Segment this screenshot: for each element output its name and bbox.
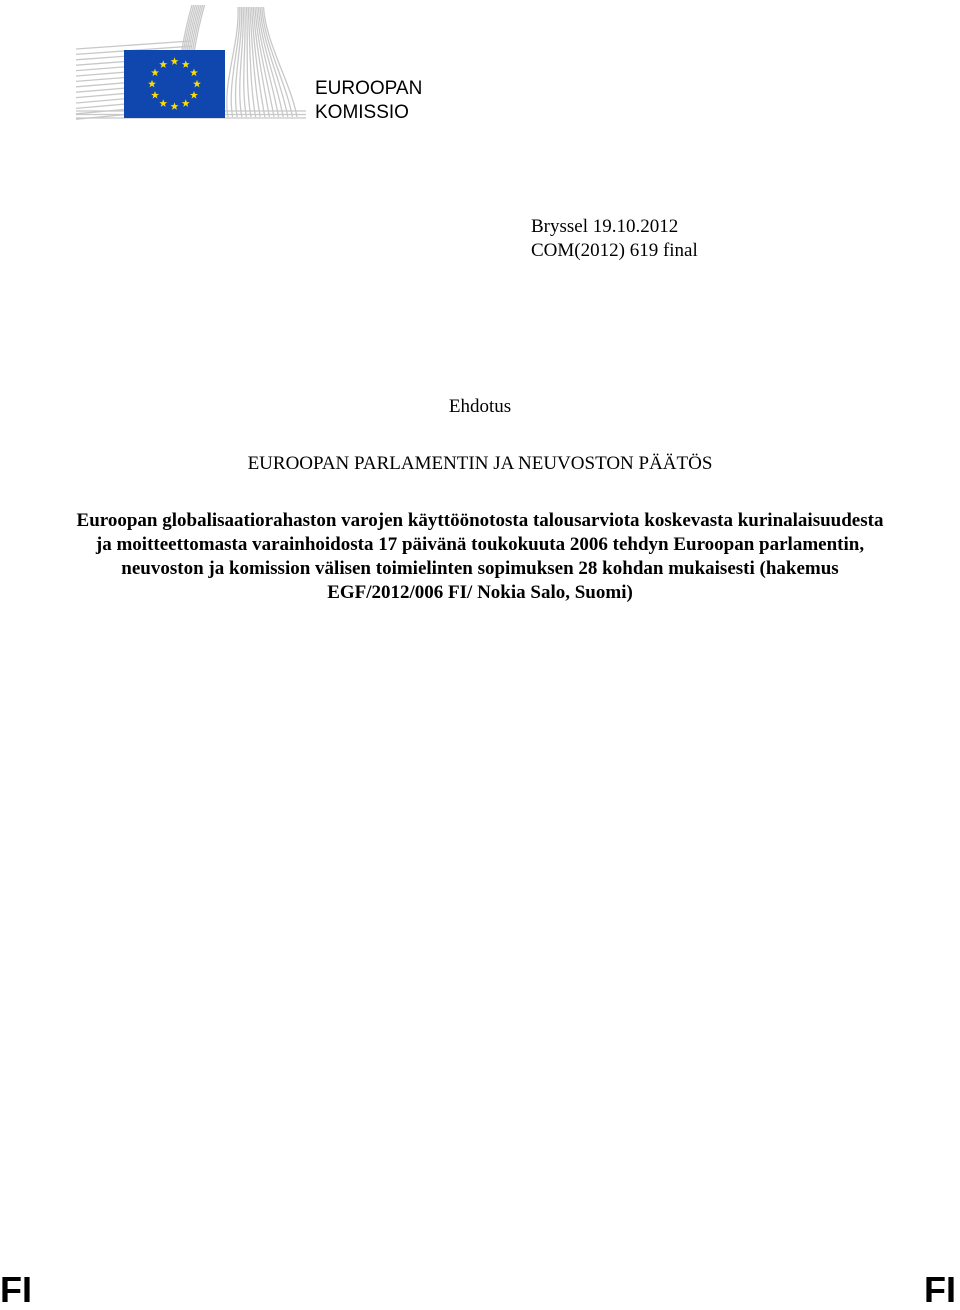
org-name-line1: EUROOPAN (315, 78, 423, 99)
language-code-right: FI (924, 1269, 956, 1310)
document-title: EUROOPAN PARLAMENTIN JA NEUVOSTON PÄÄTÖS (247, 453, 713, 474)
commission-logo (76, 3, 456, 123)
org-name-line2: KOMISSIO (315, 102, 409, 123)
language-code-left: FI (0, 1269, 32, 1310)
document-number: COM(2012) 619 final (531, 240, 698, 261)
document-subject: Euroopan globalisaatiorahaston varojen käyttöönotosta talousarviota koskevasta kurinalaisuudesta ja moitteettomasta varainhoidosta 17 päivänä toukokuuta 2006 tehdyn Euroopan parlamentin, neuvoston ja komission välisen toimielinten sopimuksen 28 kohdan mukaisesti (hakemus EGF/2012/006 FI/ Nokia Salo, Suomi) (76, 510, 884, 603)
document-reference (531, 215, 698, 263)
place-and-date: Bryssel 19.10.2012 (531, 216, 679, 237)
document-type: Ehdotus (448, 396, 512, 417)
organization-name (315, 77, 422, 125)
eu-flag-icon (76, 3, 306, 123)
